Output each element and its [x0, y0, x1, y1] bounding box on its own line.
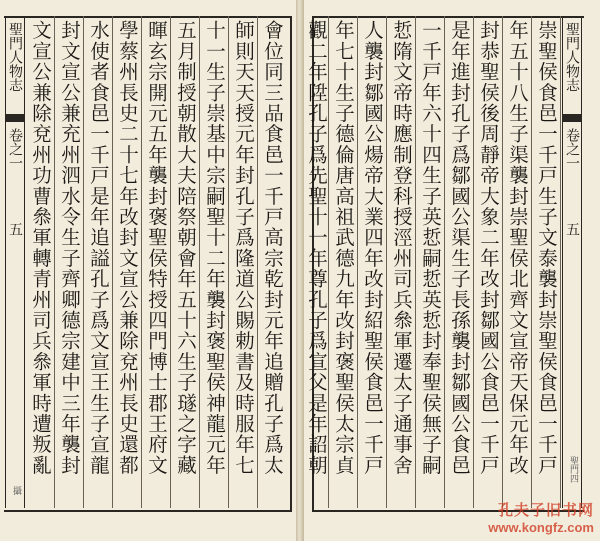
book-title: 聖門人物志	[7, 22, 23, 92]
column-rule	[112, 16, 113, 508]
left-page	[0, 0, 296, 541]
text-column: 一千戸年六十四生子英悊嗣悊英悊封奉聖侯無子嗣	[419, 20, 442, 476]
text-column: 學蔡州長史二十七年改封文宣公兼除兗州長史還都	[116, 20, 139, 476]
column-rule	[199, 16, 200, 508]
column-rule	[531, 16, 532, 508]
text-column: 十一生子崇基中宗嗣聖十二年襲封褒聖侯神龍元年	[203, 20, 226, 476]
column-rule	[386, 16, 387, 508]
text-column: 年七十生子德倫唐高祖武德九年改封褒聖侯太宗貞	[332, 20, 355, 476]
text-column: 封文宣公兼充州泗水令生子齊卿德宗建中三年襲封	[58, 20, 81, 476]
text-column: 師則天天授元年封孔子爲隆道公賜勅書及時服年七	[232, 20, 255, 476]
text-column: 水使者食邑一千戸是年追謚孔子爲文宣王生子宣龍	[87, 20, 110, 476]
book-title: 聖門人物志	[564, 22, 580, 92]
text-column: 悊隋文帝時應制登科授涇州司兵叅軍遷太子通事舍	[390, 20, 413, 476]
column-rule	[444, 16, 445, 508]
column-rule	[83, 16, 84, 508]
right-page	[304, 0, 600, 541]
column-rule	[54, 16, 55, 508]
folio-number: 五	[564, 222, 580, 236]
column-rule	[415, 16, 416, 508]
watermark-url: www.kongfz.com	[488, 520, 594, 535]
fishtail-mark	[563, 114, 581, 122]
footer-mark: 攝	[11, 486, 21, 495]
footer-mark: 聖門四	[568, 456, 578, 483]
text-column: 年五十八生子渠襲封崇聖侯北齊文宣帝天保元年改	[506, 20, 529, 476]
page-banner	[562, 16, 582, 508]
text-column: 文宣公兼除兗州功曹叅軍轉青州司兵叅軍時遭叛亂	[29, 20, 52, 476]
text-column: 暉玄宗開元五年襲封褒聖侯特授四門博士郡王府文	[145, 20, 168, 476]
text-column: 封恭聖侯後周靜帝大象二年改封鄒國公食邑一千戸	[477, 20, 500, 476]
column-rule	[328, 16, 329, 508]
page-banner	[5, 16, 25, 508]
column-rule	[502, 16, 503, 508]
site-watermark	[488, 499, 594, 535]
column-rule	[473, 16, 474, 508]
text-column: 五月制授朝散大夫陪祭朝會年五十六生子璲之字藏	[174, 20, 197, 476]
text-column: 會位同三品食邑一千戸高宗乾封元年追贈孔子爲太	[261, 20, 284, 476]
column-rule	[560, 16, 561, 508]
column-rule	[170, 16, 171, 508]
volume-label: 卷之一	[7, 128, 23, 170]
book-spine	[296, 0, 304, 541]
column-rule	[357, 16, 358, 508]
volume-label: 卷之一	[564, 128, 580, 170]
fishtail-mark	[6, 114, 24, 122]
column-rule	[228, 16, 229, 508]
folio-number: 五	[7, 222, 23, 236]
text-column: 崇聖侯食邑一千戸生子文泰襲封崇聖侯食邑一千戸	[535, 20, 558, 476]
text-column: 觀二年陞孔子爲先聖十一年尊孔子爲宣父是年詔朝	[305, 20, 328, 476]
text-column: 是年進封孔子爲鄒國公渠生子長孫襲封鄒國公食邑	[448, 20, 471, 476]
watermark-name: 孔夫子旧书网	[497, 502, 594, 519]
column-rule	[141, 16, 142, 508]
column-rule	[257, 16, 258, 508]
text-column: 人襲封鄒國公煬帝大業四年改封紹聖侯食邑一千戸	[361, 20, 384, 476]
